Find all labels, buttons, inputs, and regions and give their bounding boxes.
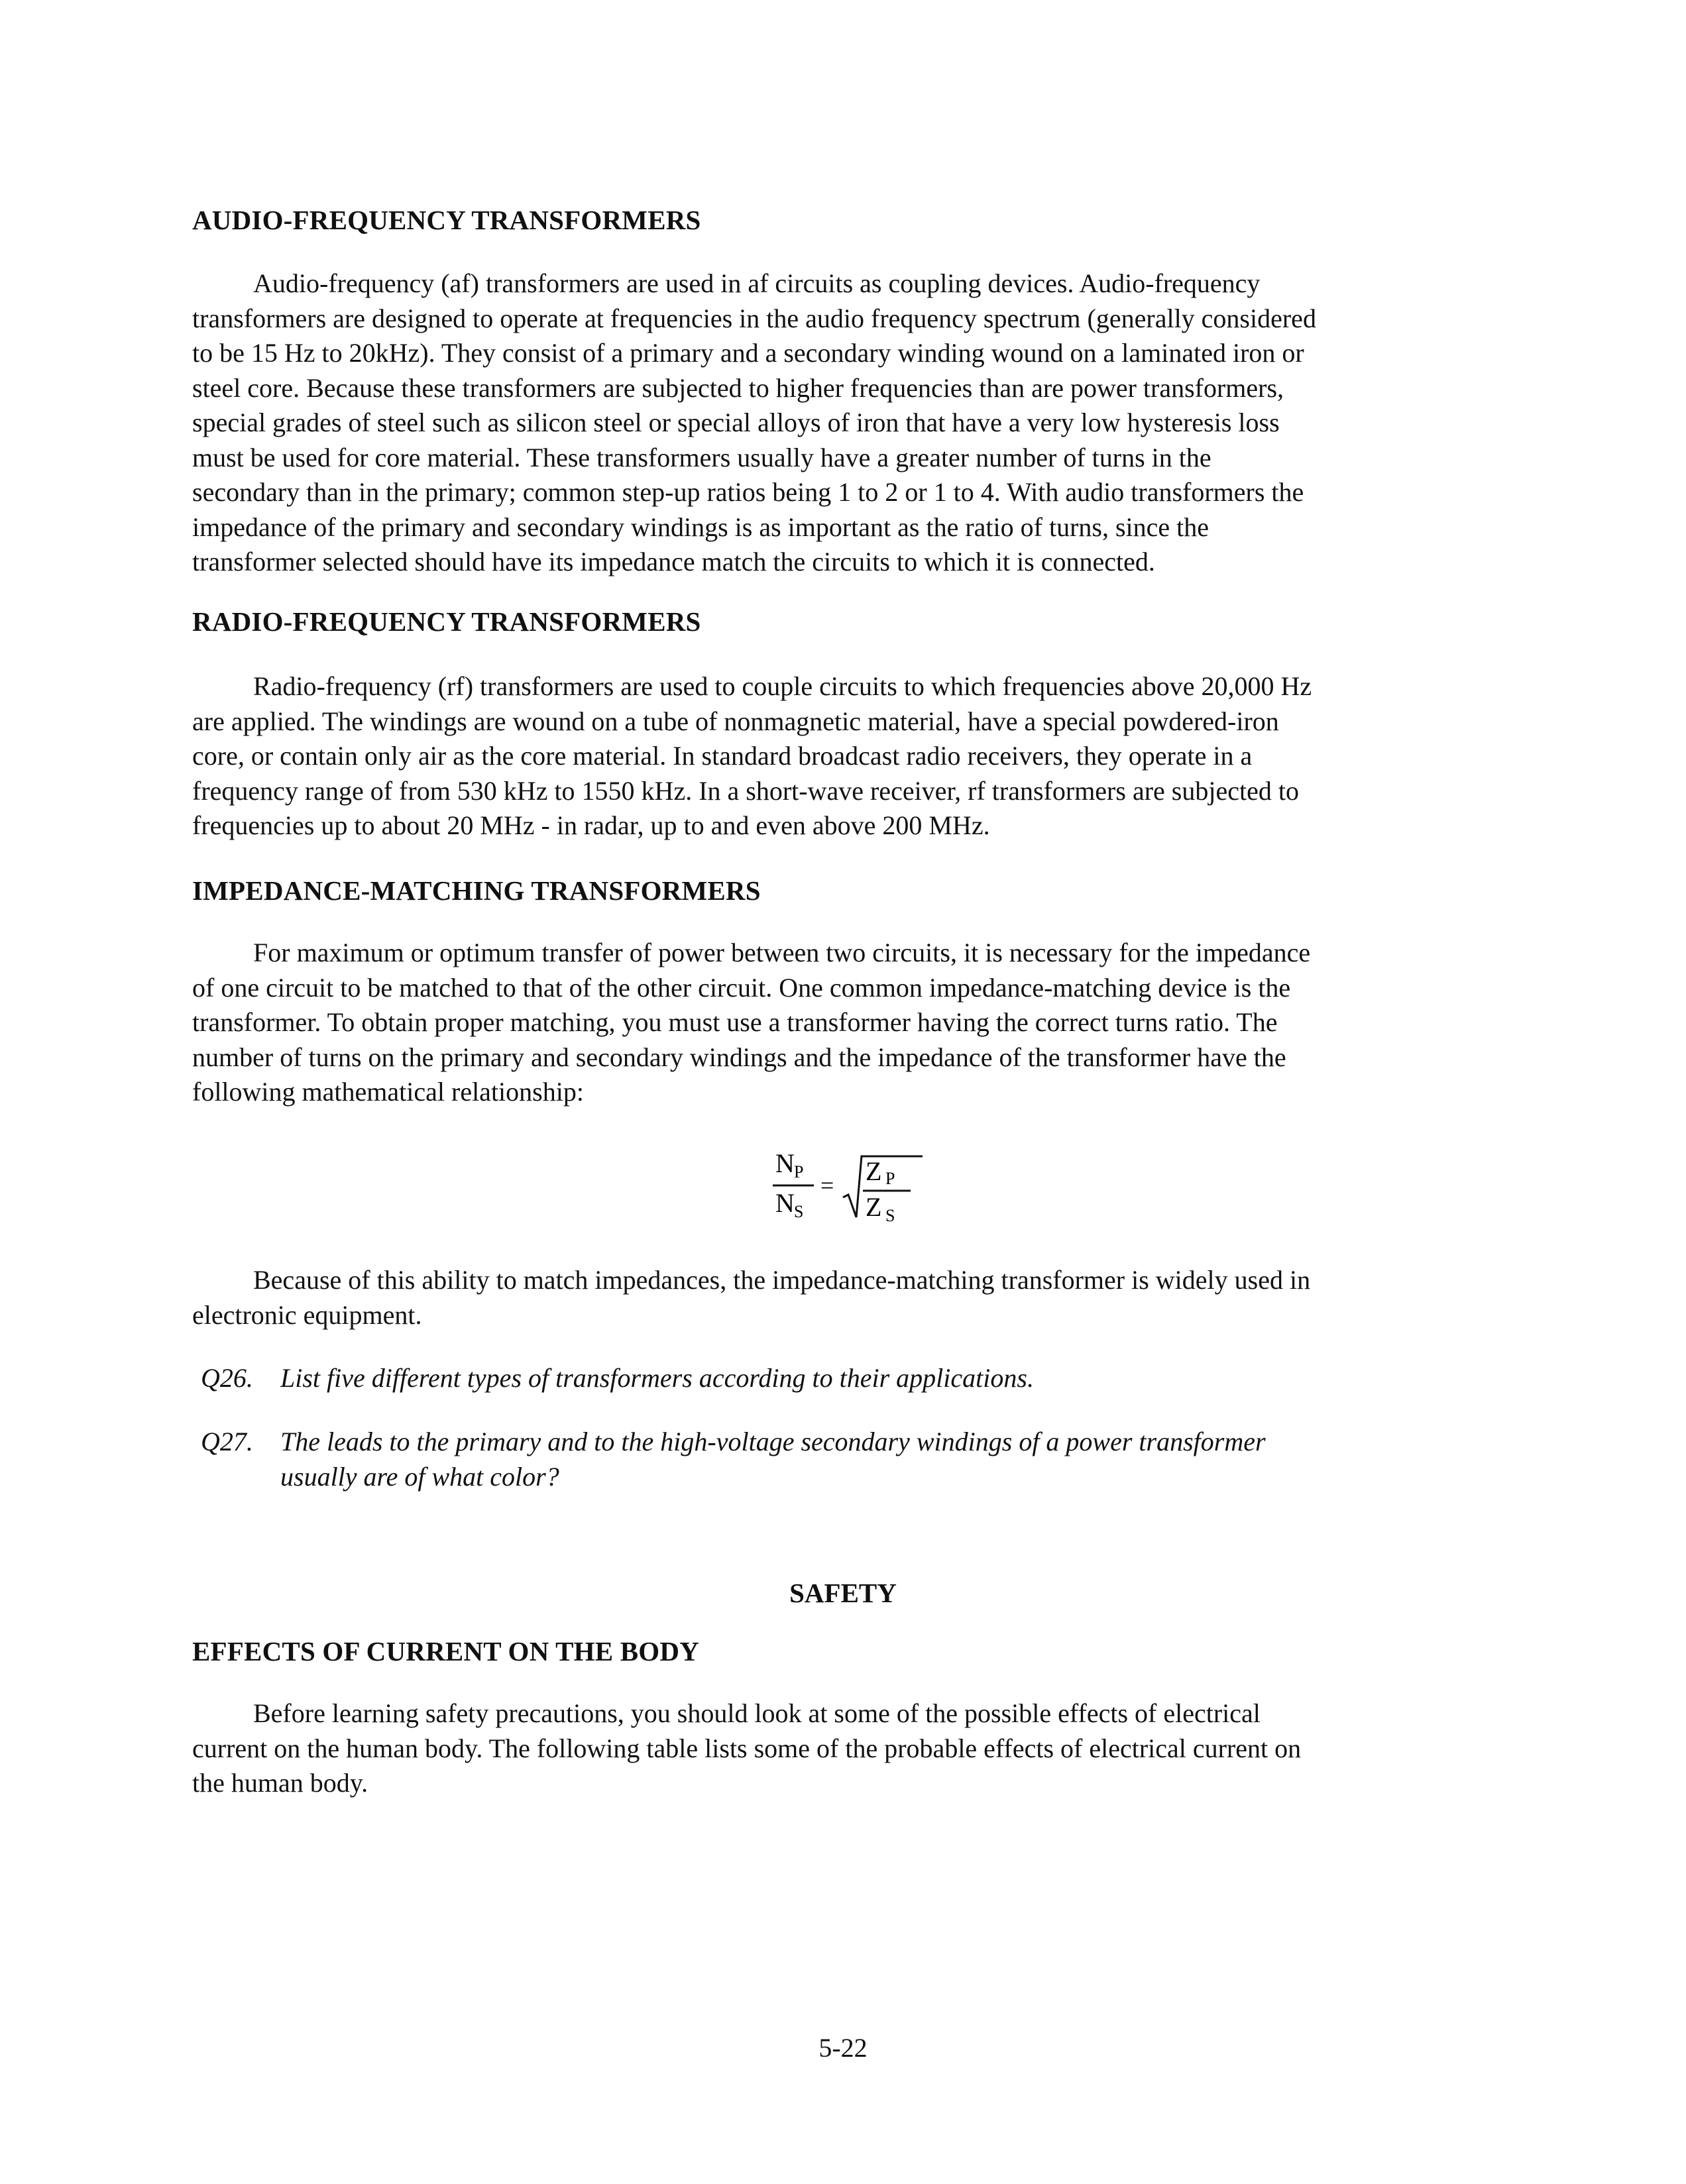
paragraph-line: special grades of steel such as silicon steel or special alloys of iron that have a very low hysteresis loss [192,408,1280,437]
paragraph-line: of one circuit to be matched to that of the other circuit. One common impedance-matching device is the [192,972,1291,1003]
heading-radio-frequency-transformers: RADIO-FREQUENCY TRANSFORMERS [192,606,701,637]
question-text [280,1361,1500,1396]
paragraph-line: secondary than in the primary; common step-up ratios being 1 to 2 or 1 to 4. With audio transformers the [192,477,1304,507]
paragraph-radio-frequency [192,669,1485,844]
paragraph-line: frequencies up to about 20 MHz - in radar, up to and even above 200 MHz. [192,810,990,840]
question-line: List five different types of transformers according to their applications. [280,1363,1034,1393]
paragraph-line: transformer. To obtain proper matching, you must use a transformer having the correct turns ratio. The [192,1007,1278,1037]
paragraph-line: impedance of the primary and secondary windings is as important as the ratio of turns, since the [192,512,1209,542]
question-number: Q27. [201,1427,253,1456]
heading-impedance-matching-transformers: IMPEDANCE-MATCHING TRANSFORMERS [192,875,761,906]
paragraph-effects-of-current [192,1696,1485,1801]
formula-left-denominator: N [775,1188,795,1218]
paragraph-line: number of turns on the primary and secondary windings and the impedance of the transformer have the [192,1042,1286,1072]
formula-right-denominator: Z [866,1192,882,1222]
paragraph-line: current on the human body. The following table lists some of the probable effects of electrical current on [192,1733,1302,1763]
formula-left-numerator-subscript: P [794,1162,804,1181]
paragraph-line: Before learning safety precautions, you should look at some of the possible effects of electrical [253,1698,1261,1728]
paragraph-line: Audio-frequency (af) transformers are used in af circuits as coupling devices. Audio-frequency [253,268,1261,298]
formula-left-numerator: N [775,1148,795,1178]
paragraph-impedance-conclusion [192,1263,1485,1333]
paragraph-line: the human body. [192,1768,368,1798]
heading-safety: SAFETY [789,1578,897,1608]
paragraph-line: core, or contain only air as the core material. In standard broadcast radio receivers, they operate in a [192,741,1253,771]
paragraph-line: frequency range of from 530 kHz to 1550 kHz. In a short-wave receiver, rf transformers are subjected to [192,775,1299,806]
formula-right-denominator-subscript: S [885,1206,895,1225]
heading-audio-frequency-transformers: AUDIO-FREQUENCY TRANSFORMERS [192,205,701,235]
paragraph-line: electronic equipment. [192,1299,422,1330]
formula-left-denominator-subscript: S [794,1202,804,1221]
formula-right-numerator: Z [866,1156,882,1186]
question-line: usually are of what color? [280,1461,559,1492]
paragraph-line: steel core. Because these transformers are subjected to higher frequencies than are power transformers, [192,372,1284,403]
formula-equals-sign: = [820,1172,834,1199]
paragraph-line: Radio-frequency (rf) transformers are used to couple circuits to which frequencies above 20,000 Hz [253,671,1312,701]
paragraph-line: Because of this ability to match impedances, the impedance-matching transformer is widely used in [253,1265,1311,1295]
heading-effects-of-current-on-the-body: EFFECTS OF CURRENT ON THE BODY [192,1636,700,1666]
paragraph-line: transformer selected should have its impedance match the circuits to which it is connected. [192,547,1155,576]
question-number: Q26. [201,1363,253,1393]
paragraph-line: For maximum or optimum transfer of power between two circuits, it is necessary for the impedance [253,938,1311,967]
paragraph-audio-frequency [192,266,1485,580]
question-text [280,1425,1500,1494]
page-number: 5-22 [818,2033,868,2063]
formula-square-root-sign [843,1156,923,1217]
question-line: The leads to the primary and to the high-voltage secondary windings of a power transformer [280,1427,1266,1456]
turns-ratio-formula [769,1143,928,1229]
formula-right-numerator-subscript: P [885,1169,895,1188]
paragraph-impedance-matching [192,936,1485,1110]
paragraph-line: are applied. The windings are wound on a tube of nonmagnetic material, have a special powdered-iron [192,706,1279,736]
paragraph-line: transformers are designed to operate at frequencies in the audio frequency spectrum (generally considered [192,303,1316,333]
paragraph-line: following mathematical relationship: [192,1077,584,1107]
paragraph-line: must be used for core material. These transformers usually have a greater number of turns in the [192,442,1211,472]
paragraph-line: to be 15 Hz to 20kHz). They consist of a primary and a secondary winding wound on a laminated iron or [192,338,1304,368]
